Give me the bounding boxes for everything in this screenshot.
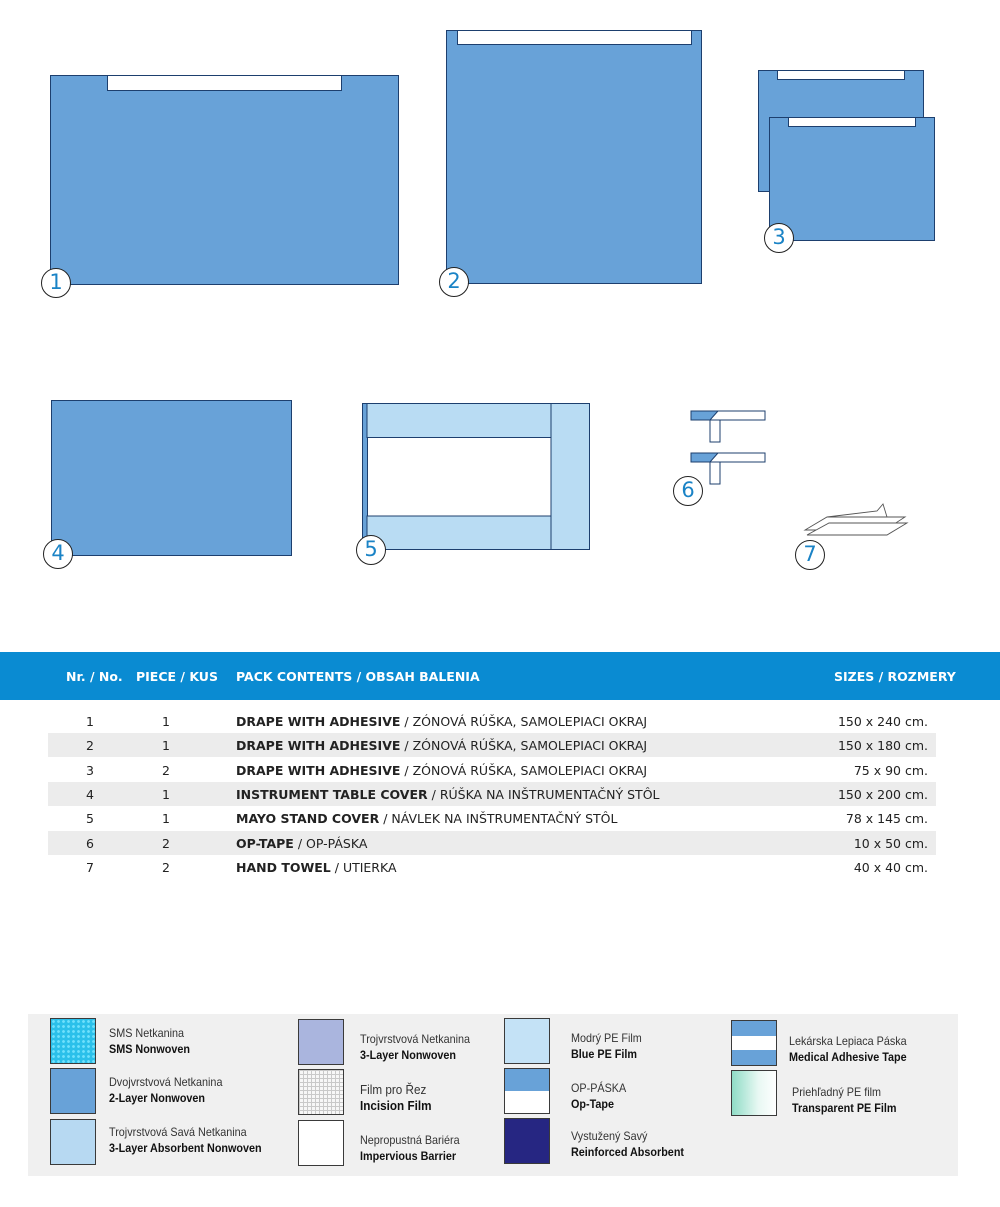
cell-description [236,836,367,851]
legend-label: Vystužený Savý Reinforced Absorbent [571,1129,685,1159]
cell-nr: 3 [86,763,94,778]
mayo-stand-cover-drawing [362,403,590,550]
cell-nr: 5 [86,811,94,826]
cell-description [236,860,397,875]
item-number-badge: 3 [764,223,794,253]
header-sizes: SIZES / ROZMERY [834,669,956,684]
item-name: DRAPE WITH ADHESIVE [236,714,401,729]
cell-piece: 1 [162,738,170,753]
cell-piece: 1 [162,787,170,802]
cell-nr: 6 [86,836,94,851]
transparent-pe-film-swatch [731,1070,777,1116]
legend-label: SMS Netkanina SMS Nonwoven [109,1026,191,1056]
medical-adhesive-tape-swatch [731,1020,777,1066]
legend-label: Dvojvrstvová Netkanina 2-Layer Nonwoven [109,1075,223,1105]
legend-label: Film pro Řez Incision Film [360,1082,432,1113]
3-layer-nonwoven-swatch [298,1019,344,1065]
item-translation: / ZÓNOVÁ RÚŠKA, SAMOLEPIACI OKRAJ [400,738,648,753]
legend-label: Priehľadný PE film Transparent PE Film [792,1085,897,1115]
cell-description [236,787,660,802]
cell-piece: 1 [162,811,170,826]
cell-size: 75 x 90 cm. [853,763,928,778]
adhesive-strip [777,70,905,80]
item-number-badge: 1 [41,268,71,298]
item-name: DRAPE WITH ADHESIVE [236,763,401,778]
drape-3b-illustration [769,117,935,241]
3-layer-absorbent-swatch [50,1119,96,1165]
blue-pe-film-swatch [504,1018,550,1064]
cell-nr: 1 [86,714,94,729]
cell-size: 150 x 240 cm. [837,714,928,729]
legend-label: Trojvrstvová Netkanina 3-Layer Nonwoven [360,1032,471,1062]
item-translation: / ZÓNOVÁ RÚŠKA, SAMOLEPIACI OKRAJ [400,714,648,729]
cell-piece: 2 [162,763,170,778]
op-tape-drawing [688,408,768,488]
table-row [48,709,936,733]
item-number-badge: 4 [43,539,73,569]
cell-size: 150 x 180 cm. [837,738,928,753]
cell-size: 150 x 200 cm. [837,787,928,802]
cell-description [236,763,647,778]
item-translation: / OP-PÁSKA [293,836,368,851]
item-translation: / UTIERKA [330,860,397,875]
header-contents: PACK CONTENTS / OBSAH BALENIA [236,669,480,684]
table-header [0,652,1000,700]
item-name: INSTRUMENT TABLE COVER [236,787,428,802]
item-number-badge: 6 [673,476,703,506]
instrument-table-cover-illustration [51,400,292,556]
hand-towel-illustration [803,503,909,543]
item-number-badge: 5 [356,535,386,565]
legend-label: Lekárska Lepiaca Páska Medical Adhesive Tape [789,1034,907,1064]
item-number-badge: 2 [439,267,469,297]
drape-2-illustration [446,30,702,284]
material-legend [28,1014,958,1176]
mayo-stand-cover-illustration [362,403,590,550]
op-tape-swatch [504,1068,550,1114]
table-row [48,806,936,830]
sms-nonwoven-swatch [50,1018,96,1064]
table-row [48,733,936,757]
adhesive-strip [788,117,916,127]
header-piece: PIECE / KUS [136,669,218,684]
reinforced-absorbent-swatch [504,1118,550,1164]
op-tape-illustration [688,408,768,488]
cell-description [236,714,647,729]
adhesive-strip [457,30,692,45]
table-row [48,758,936,782]
legend-label: Trojvrstvová Savá Netkanina 3-Layer Absorbent Nonwoven [109,1125,262,1155]
cell-nr: 7 [86,860,94,875]
item-name: DRAPE WITH ADHESIVE [236,738,401,753]
item-translation: / RÚŠKA NA INŠTRUMENTAČNÝ STÔL [427,787,660,802]
drape-1-illustration [50,75,399,285]
cell-piece: 2 [162,836,170,851]
hand-towel-drawing [803,503,909,543]
cell-piece: 2 [162,860,170,875]
item-translation: / ZÓNOVÁ RÚŠKA, SAMOLEPIACI OKRAJ [400,763,648,778]
legend-label: Modrý PE Film Blue PE Film [571,1031,642,1061]
cell-nr: 2 [86,738,94,753]
cell-nr: 4 [86,787,94,802]
cell-description [236,738,647,753]
cell-size: 40 x 40 cm. [853,860,928,875]
item-number-badge: 7 [795,540,825,570]
2-layer-nonwoven-swatch [50,1068,96,1114]
table-row [48,831,936,855]
cell-piece: 1 [162,714,170,729]
item-name: MAYO STAND COVER [236,811,380,826]
legend-label: Nepropustná Bariéra Impervious Barrier [360,1133,460,1163]
item-translation: / NÁVLEK NA INŠTRUMENTAČNÝ STÔL [379,811,618,826]
table-row [48,855,936,879]
item-name: HAND TOWEL [236,860,331,875]
adhesive-strip [107,75,342,91]
table-row [48,782,936,806]
item-name: OP-TAPE [236,836,294,851]
cell-size: 78 x 145 cm. [845,811,928,826]
impervious-barrier-swatch [298,1120,344,1166]
cell-description [236,811,618,826]
cell-size: 10 x 50 cm. [853,836,928,851]
legend-label: OP-PÁSKA Op-Tape [571,1081,627,1111]
header-nr: Nr. / No. [66,669,123,684]
incision-film-swatch [298,1069,344,1115]
